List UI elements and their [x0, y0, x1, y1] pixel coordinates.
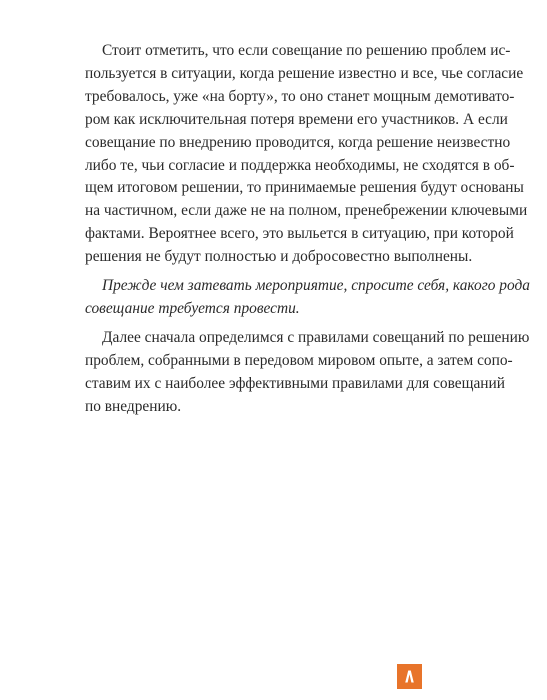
letter-l-icon [401, 668, 418, 685]
paragraph-3 [85, 327, 530, 419]
text-line: совещание по внедрению проводится, когда решение неизвестно [85, 133, 511, 151]
text-line: щем итоговом решении, то принимаемые решения будут основаны [85, 179, 524, 197]
text-line: Далее сначала определимся с правилами совещаний по решению [102, 328, 530, 346]
text-line: на частичном, если даже не на полном, пренебрежении ключевыми [85, 202, 528, 220]
paragraph-2-italic [85, 275, 530, 321]
text-line: пользуется в ситуации, когда решение известно и все, чье согласие [85, 64, 524, 82]
paragraph-1 [85, 40, 528, 269]
text-line: фактами. Вероятнее всего, это выльется в ситуацию, при которой [85, 225, 514, 243]
text-line: либо те, чьи согласие и поддержка необходимы, не сходятся в об- [85, 156, 515, 174]
page-body [85, 40, 530, 425]
text-line: по внедрению. [85, 397, 182, 415]
text-line: проблем, собранными в передовом мировом опыте, а затем сопо- [85, 351, 513, 369]
text-line: решения не будут полностью и добросовестно выполнены. [85, 248, 473, 266]
text-line: совещание требуется провести. [85, 299, 300, 317]
text-line: ставим их с наиболее эффективными правилами для совещаний [85, 374, 506, 392]
text-line: Прежде чем затевать мероприятие, спросите себя, какого рода [102, 277, 530, 295]
publisher-logo-icon [397, 664, 422, 689]
text-line: ром как исключительная потеря времени его участников. А если [85, 110, 508, 128]
text-line: Стоит отметить, что если совещание по решению проблем ис- [102, 42, 511, 59]
text-line: требовалось, уже «на борту», то оно станет мощным демотивато- [85, 87, 515, 105]
